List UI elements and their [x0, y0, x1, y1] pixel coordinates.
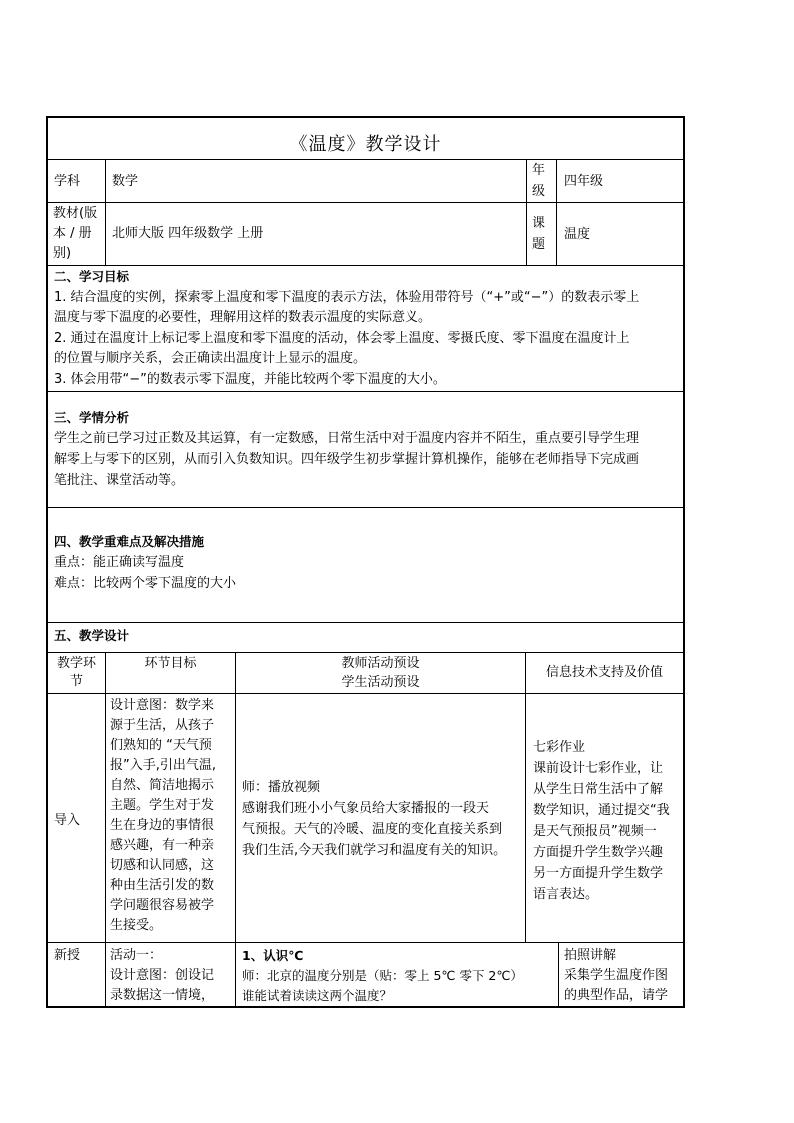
intro-goal-line: 主题。学生对于发 [110, 798, 215, 813]
intro-tech-line: 七彩作业 [533, 740, 586, 755]
intro-goal-line: 报”入手,引出气温, [110, 758, 216, 773]
intro-goal-line: 们熟知的 “天气预 [110, 738, 212, 753]
textbook-label: 本 / 册 [53, 226, 92, 241]
intro-teacher-line: 气预报。天气的冷暖、温度的变化直接关系到 [242, 822, 503, 837]
intro-teacher-line: 我们生活,今天我们就学习和温度有关的知识。 [242, 843, 507, 858]
textbook-label: 别) [53, 246, 72, 261]
row-divider [48, 265, 683, 266]
intro-stage: 导入 [54, 813, 81, 828]
col-divider [525, 652, 526, 942]
intro-goal-line: 生在身边的事情很 [110, 818, 215, 833]
col-divider [235, 652, 236, 942]
goals-line: 1. 结合温度的实例，探索零上温度和零下温度的表示方法，体验用带符号（“+”或“−”）的数表示零上 [54, 290, 640, 305]
analysis-line: 笔批注、课堂活动等。 [54, 473, 185, 488]
intro-teacher-line: 师：播放视频 [242, 780, 321, 795]
new-goal-line: 录数据这一情境， [110, 988, 215, 1003]
grade-value: 四年级 [564, 174, 604, 189]
intro-goal-line: 设计意图：数学来 [110, 698, 215, 713]
new-teacher-heading: 1、认识℃ [242, 948, 304, 963]
lesson-plan-table [46, 116, 685, 1008]
intro-tech-line: 从学生日常生活中了解 [533, 782, 664, 797]
stage-column-header: 教学环 [56, 656, 96, 671]
textbook-label: 教材(版 [53, 206, 98, 221]
topic-label: 题 [532, 237, 546, 252]
keypoints-heading: 四、教学重难点及解决措施 [54, 534, 205, 549]
intro-goal-line: 源于生活，从孩子 [110, 718, 215, 733]
difficult-point: 难点：比较两个零下温度的大小 [54, 576, 237, 591]
subject-label: 学科 [54, 174, 81, 189]
intro-tech-line: 课前设计七彩作业，让 [533, 761, 664, 776]
col-divider [526, 159, 527, 265]
new-goal-line: 活动一： [110, 948, 163, 963]
row-divider [48, 159, 683, 160]
page-title: 《温度》教学设计 [289, 134, 442, 155]
activity-column-header: 学生活动预设 [341, 675, 420, 690]
grade-label: 年 [532, 163, 546, 178]
row-divider [48, 507, 683, 508]
intro-goal-line: 学问题很容易被学 [110, 898, 215, 913]
new-teacher-line: 谁能试着读读这两个温度？ [242, 988, 393, 1003]
row-divider [48, 652, 683, 653]
row-divider [48, 391, 683, 392]
textbook-value: 北师大版 四年级数学 上册 [112, 226, 264, 241]
topic-value: 温度 [564, 227, 591, 242]
new-tech-line: 拍照讲解 [564, 948, 617, 963]
row-divider [48, 942, 683, 943]
intro-tech-line: 方面提升学生数学兴趣 [533, 845, 664, 860]
goals-line: 2. 通过在温度计上标记零上温度和零下温度的活动，体会零上温度、零摄氏度、零下温度在温度计上 [54, 331, 630, 346]
new-goal-line: 设计意图：创设记 [110, 968, 215, 983]
col-divider [556, 159, 557, 265]
analysis-line: 学生之前已学习过正数及其运算，有一定数感，日常生活中对于温度内容并不陌生，重点要引导学生理 [54, 431, 640, 446]
design-heading: 五、教学设计 [54, 628, 130, 643]
intro-goal-line: 种由生活引发的数 [110, 878, 215, 893]
subject-value: 数学 [112, 174, 139, 189]
new-stage: 新授 [54, 948, 81, 963]
intro-tech-line: 数学知识，通过提交“我 [533, 803, 670, 818]
new-teacher-line: 师：北京的温度分别是（贴：零上 5℃ 零下 2℃） [242, 968, 523, 983]
intro-goal-line: 生接受。 [110, 918, 163, 933]
analysis-line: 解零上与零下的区别，从而引入负数知识。四年级学生初步掌握计算机操作，能够在老师指导下完成画 [54, 452, 640, 467]
goals-heading: 二、学习目标 [54, 269, 130, 284]
intro-goal-line: 自然、简洁地揭示 [110, 778, 215, 793]
goals-line: 3. 体会用带“−”的数表示零下温度，并能比较两个零下温度的大小。 [54, 372, 446, 387]
topic-label: 课 [532, 216, 546, 231]
col-divider [105, 159, 106, 265]
row-divider [48, 622, 683, 623]
intro-teacher-line: 感谢我们班小小气象员给大家播报的一段天 [242, 801, 490, 816]
grade-label: 级 [532, 184, 546, 199]
goals-line: 温度与零下温度的必要性，理解用这样的数表示温度的实际意义。 [54, 310, 432, 325]
col-divider [105, 652, 106, 1008]
intro-tech-line: 语言表达。 [533, 887, 599, 902]
tech-column-header: 信息技术支持及价值 [545, 665, 663, 680]
analysis-heading: 三、学情分析 [54, 410, 130, 425]
intro-goal-line: 感兴趣，有一种亲 [110, 838, 215, 853]
intro-tech-line: 是天气预报员”视频一 [533, 824, 657, 839]
row-divider [48, 202, 683, 203]
goals-line: 的位置与顺序关系，会正确读出温度计上显示的温度。 [54, 351, 367, 366]
activity-column-header: 教师活动预设 [341, 656, 420, 671]
col-divider [235, 942, 236, 1008]
intro-goal-line: 切感和认同感，这 [110, 858, 215, 873]
key-point: 重点：能正确读写温度 [54, 555, 185, 570]
stage-column-header: 节 [69, 674, 83, 689]
intro-tech-line: 另一方面提升学生数学 [533, 866, 664, 881]
col-divider [558, 942, 559, 1008]
goal-column-header: 环节目标 [144, 656, 197, 671]
new-tech-line: 采集学生温度作图 [564, 968, 669, 983]
new-tech-line: 的典型作品，请学 [564, 988, 669, 1003]
